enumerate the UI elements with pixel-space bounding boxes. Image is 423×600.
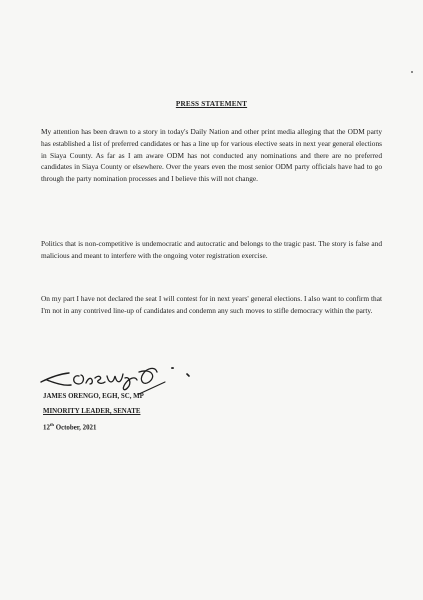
- paper-speck: [411, 71, 413, 73]
- paragraph-1: My attention has been drawn to a story in today's Daily Nation and other print media alleging that the ODM party has established a list of preferred candidates or has a line up for various elective seats in next year general elections in Siaya County. As far as I am aware ODM has not conducted any nominations and there are no preferred candidates in Siaya County or elsewhere. Over the years even the most senior ODM party officials have had to go through the party nomination processes and I believe this will not change.: [41, 127, 382, 184]
- document-title: PRESS STATEMENT: [175, 100, 248, 108]
- signatory-name: JAMES ORENGO, EGH, SC, MP: [43, 393, 144, 400]
- date-month-year: October, 2021: [53, 424, 97, 432]
- paragraph-2: Politics that is non-competitive is undemocratic and autocratic and belongs to the tragic past. The story is false and malicious and meant to interfere with the ongoing voter registration exercise.: [41, 239, 382, 260]
- paragraph-3: On my part I have not declared the seat I will contest for in next years' general elections. I also want to confirm that I'm not in any contrived line-up of candidates and condemn any such moves to stifle democracy within the party.: [41, 294, 382, 315]
- document-date: [43, 422, 96, 431]
- date-suffix: th: [49, 422, 54, 427]
- paper-speck: [171, 367, 174, 369]
- signatory-role: MINORITY LEADER, SENATE: [43, 408, 141, 415]
- date-day: 12: [43, 424, 50, 432]
